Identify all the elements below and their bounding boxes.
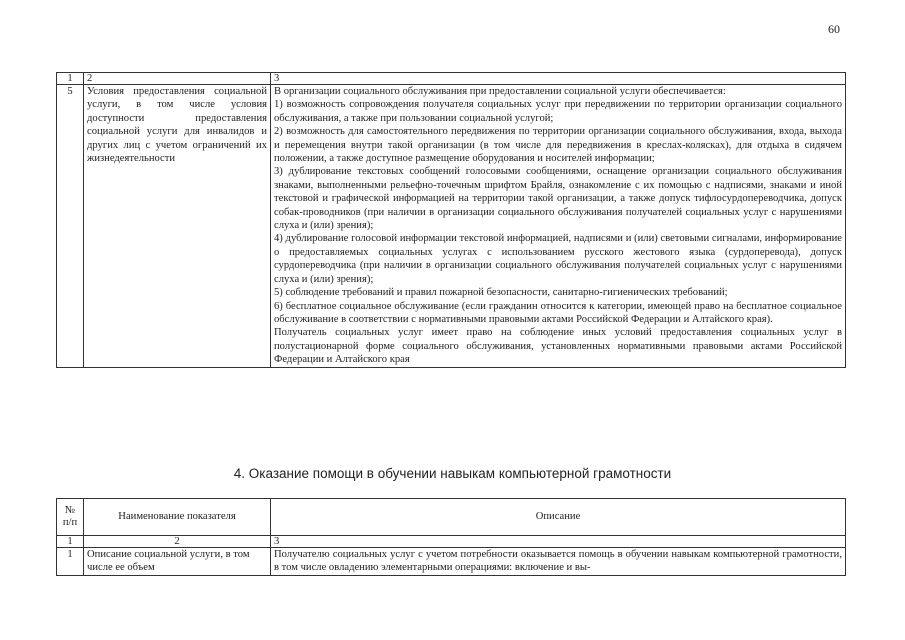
table-number-row xyxy=(57,536,846,548)
description-paragraph: В организации социального обслуживания при предоставлении социальной услуги обеспечивается: xyxy=(274,86,726,97)
description-paragraph: 2) возможность для самостоятельного передвижения по территории организации социального обслуживания, входа, выхода и перемещения внутри такой организации (в том числе для передвижения в креслах-колясках), для отдыха в сидячем положении, а также доступное размещение оборудования и носителей информации; xyxy=(274,126,842,165)
description-paragraph: Получатель социальных услуг имеет право на соблюдение иных условий предоставления социальных услуг в полустационарной форме социального обслуживания, установленных нормативными правовыми актами Российской Федерации и Алтайского края xyxy=(274,327,842,366)
number-cell: 3 xyxy=(271,536,846,548)
description-paragraph: 3) дублирование текстовых сообщений голосовыми сообщениями, оснащение организации социального обслуживания знаками, выполненными рельефно-точечным шрифтом Брайля, ознакомление с их помощью с надписями, знаками и иной текстовой и графической информацией на территории такой организации, а также допуск тифлосурдопереводчика, допуск собак-проводников (при наличии в организации социального обслуживания получателей социальных услуг с нарушениями слуха и (или) зрения); xyxy=(274,166,842,232)
header-cell: 1 xyxy=(57,73,84,85)
header-cell: 3 xyxy=(271,73,846,85)
number-cell: 1 xyxy=(57,536,84,548)
header-cell: 2 xyxy=(84,73,271,85)
table-row xyxy=(57,85,846,368)
description-paragraph: 6) бесплатное социальное обслуживание (если гражданин относится к категории, имеющей право на бесплатное социальное обслуживание в соответствии с нормативными правовыми актами Российской Федерации и Алтайского края). xyxy=(274,300,842,325)
indicator-name: Условия предоставления социальной услуги, в том числе условия доступности предоставления социальной услуги для инвалидов и других лиц с учетом ограничений их жизнедеятельности xyxy=(84,85,271,368)
row-number: 1 xyxy=(57,548,84,576)
computer-literacy-table xyxy=(56,498,846,576)
description-paragraph: 5) соблюдение требований и правил пожарной безопасности, санитарно-гигиенических требований; xyxy=(274,287,728,299)
description-paragraph: 4) дублирование голосовой информации текстовой информацией, надписями и (или) световыми сигналами, информирование о предоставляемых социальных услугах с использованием русского жестового языка (сурдоперевода), допуск сурдопереводчика (при наличии в организации социального обслуживания получателей социальных услуг с нарушениями слуха и (или) зрения); xyxy=(274,233,842,285)
conditions-table xyxy=(56,72,846,368)
section-title: 4. Оказание помощи в обучении навыкам компьютерной грамотности xyxy=(233,466,672,481)
description-paragraph: 1) возможность сопровождения получателя социальных услуг при передвижении по территории организации социального обслуживания, а также при пользовании социальной услугой; xyxy=(274,99,842,124)
table-header-row xyxy=(57,73,846,85)
header-cell: Описание xyxy=(271,499,846,536)
header-cell: Наименование показателя xyxy=(84,499,271,536)
row-number: 5 xyxy=(57,85,84,368)
number-cell: 2 xyxy=(84,536,271,548)
indicator-description xyxy=(271,85,846,368)
table-row xyxy=(57,548,846,576)
header-cell: № п/п xyxy=(57,499,84,536)
page-number: 60 xyxy=(828,22,840,36)
indicator-description: Получателю социальных услуг с учетом потребности оказывается помощь в обучении навыкам компьютерной грамотности, в том числе овладению элементарными операциями: включение и вы- xyxy=(271,548,846,576)
indicator-name: Описание социальной услуги, в том числе ее объем xyxy=(84,548,271,576)
table-header-row xyxy=(57,499,846,536)
